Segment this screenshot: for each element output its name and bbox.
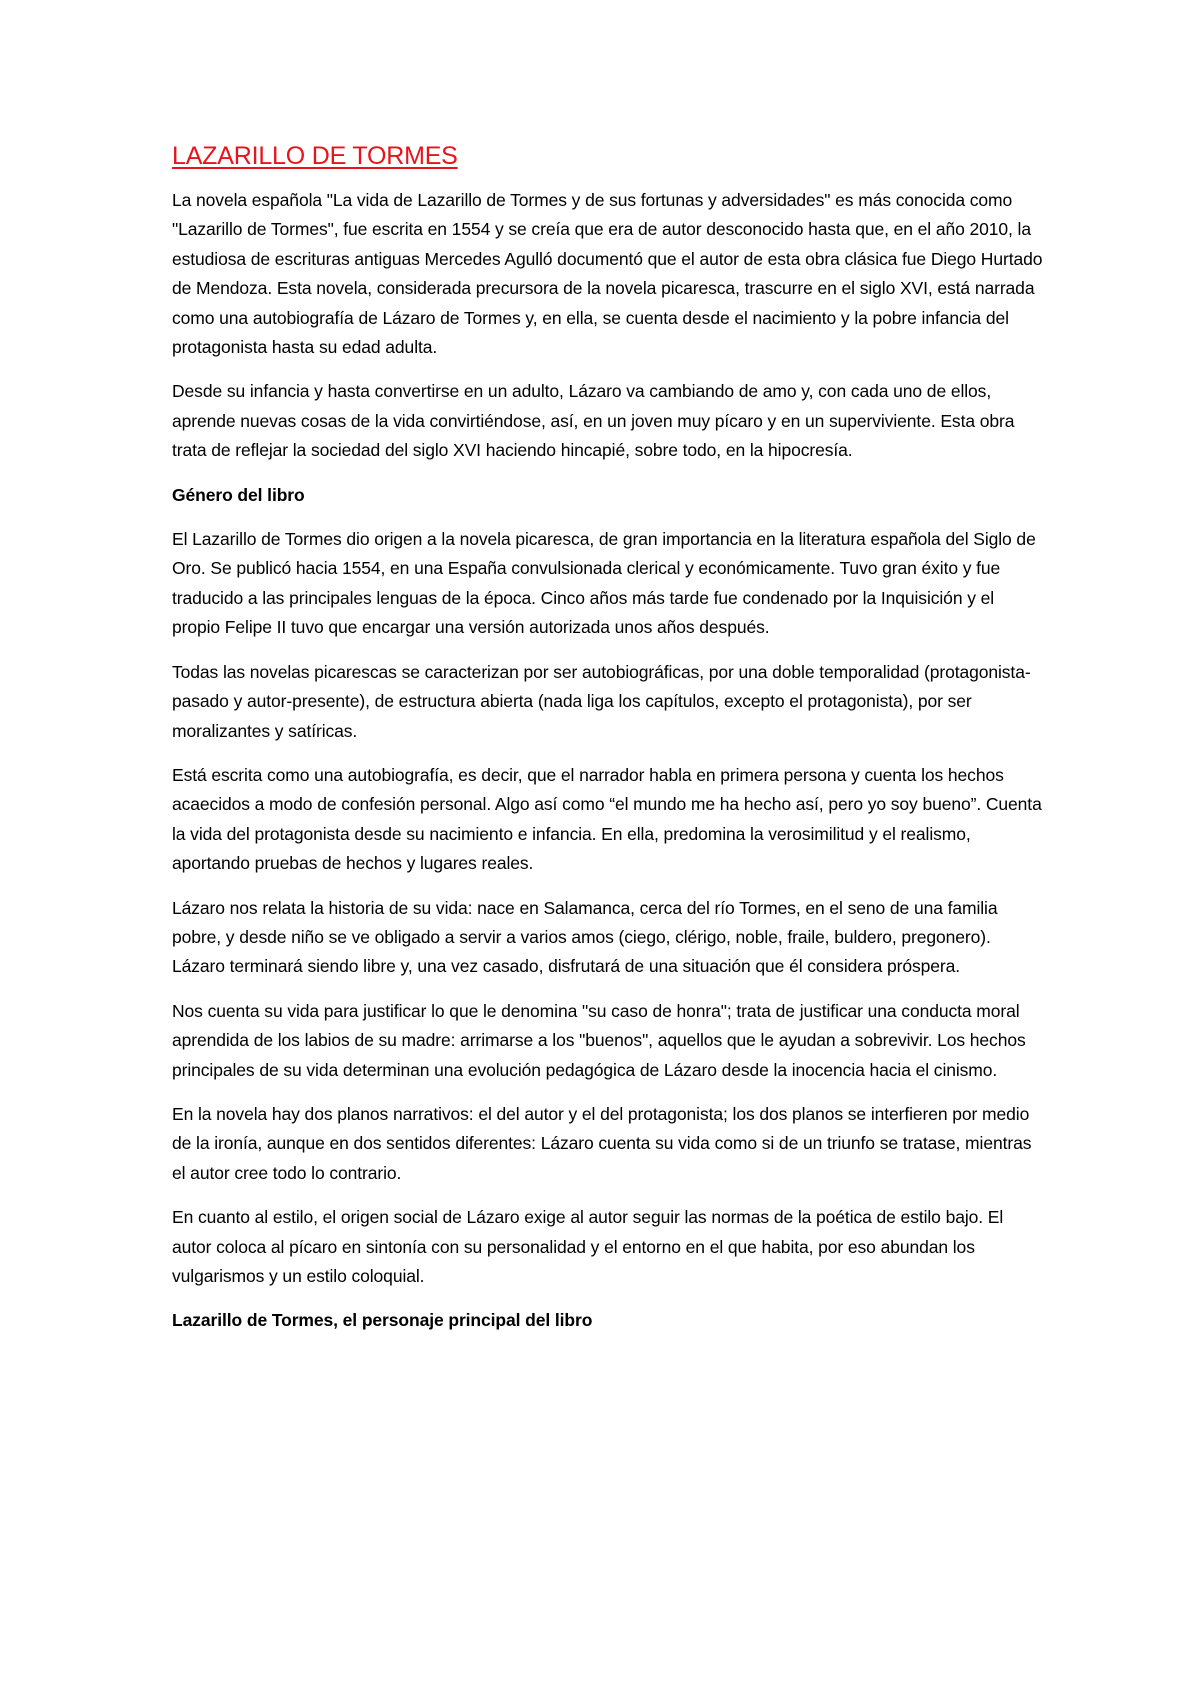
paragraph-narrative-planes: En la novela hay dos planos narrativos: el del autor y el del protagonista; los dos planos se interfieren por medio de la ironía, aunque en dos sentidos diferentes: Lázaro cuenta su vida como si de un triunfo se tratase, mientras el autor cree todo lo contrario. [172, 1103, 1032, 1183]
document-title: LAZARILLO DE TORMES [172, 142, 458, 170]
section-heading-main-character: Lazarillo de Tormes, el personaje principal del libro [172, 1310, 593, 1331]
section-heading-genre: Género del libro [172, 484, 305, 505]
paragraph-honor: Nos cuenta su vida para justificar lo que le denomina "su caso de honra"; trata de justificar una conducta moral aprendida de los labios de su madre: arrimarse a los "buenos", aquellos que le ayudan a sobrevivir. Los hechos principales de su vida determinan una evolución pedagógica de Lázaro desde la inocencia hacia el cinismo. [172, 1000, 1026, 1080]
document-page [172, 140, 1044, 1351]
paragraph-autobiography: Está escrita como una autobiografía, es decir, que el narrador habla en primera persona y cuenta los hechos acaecidos a modo de confesión personal. Algo así como “el mundo me ha hecho así, pero yo soy bueno”. Cuenta la vida del protagonista desde su nacimiento e infancia. En ella, predomina la verosimilitud y el realismo, aportando pruebas de hechos y lugares reales. [172, 764, 1042, 874]
paragraph-origin: El Lazarillo de Tormes dio origen a la novela picaresca, de gran importancia en la literatura española del Siglo de Oro. Se publicó hacia 1554, en una España convulsionada clerical y económicamente. Tuvo gran éxito y fue traducido a las principales lenguas de la época. Cinco años más tarde fue condenado por la Inquisición y el propio Felipe II tuvo que encargar una versión autorizada unos años después. [172, 529, 1036, 638]
paragraph-characteristics: Todas las novelas picarescas se caracterizan por ser autobiográficas, por una doble temporalidad (protagonista-pasado y autor-presente), de estructura abierta (nada liga los capítulos, excepto el protagonista), por ser moralizantes y satíricas. [172, 661, 1031, 741]
paragraph-intro: La novela española "La vida de Lazarillo de Tormes y de sus fortunas y adversidades" es más conocida como "Lazarillo de Tormes", fue escrita en 1554 y se creía que era de autor desconocido hasta que, en el año 2010, la estudiosa de escrituras antiguas Mercedes Agulló documentó que el autor de esta obra clásica fue Diego Hurtado de Mendoza. Esta novela, considerada precursora de la novela picaresca, trascurre en el siglo XVI, está narrada como una autobiografía de Lázaro de Tormes y, en ella, se cuenta desde el nacimiento y la pobre infancia del protagonista hasta su edad adulta. [172, 190, 1043, 358]
paragraph-style: En cuanto al estilo, el origen social de Lázaro exige al autor seguir las normas de la poética de estilo bajo. El autor coloca al pícaro en sintonía con su personalidad y el entorno en el que habita, por eso abundan los vulgarismos y un estilo coloquial. [172, 1207, 1004, 1286]
paragraph-story: Lázaro nos relata la historia de su vida: nace en Salamanca, cerca del río Tormes, en el seno de una familia pobre, y desde niño se ve obligado a servir a varios amos (ciego, clérigo, noble, fraile, buldero, pregonero). Lázaro terminará siendo libre y, una vez casado, disfrutará de una situación que él considera próspera. [172, 897, 998, 977]
paragraph-childhood: Desde su infancia y hasta convertirse en un adulto, Lázaro va cambiando de amo y, con cada uno de ellos, aprende nuevas cosas de la vida convirtiéndose, así, en un joven muy pícaro y en un superviviente. Esta obra trata de reflejar la sociedad del siglo XVI haciendo hincapié, sobre todo, en la hipocresía. [172, 381, 1015, 461]
